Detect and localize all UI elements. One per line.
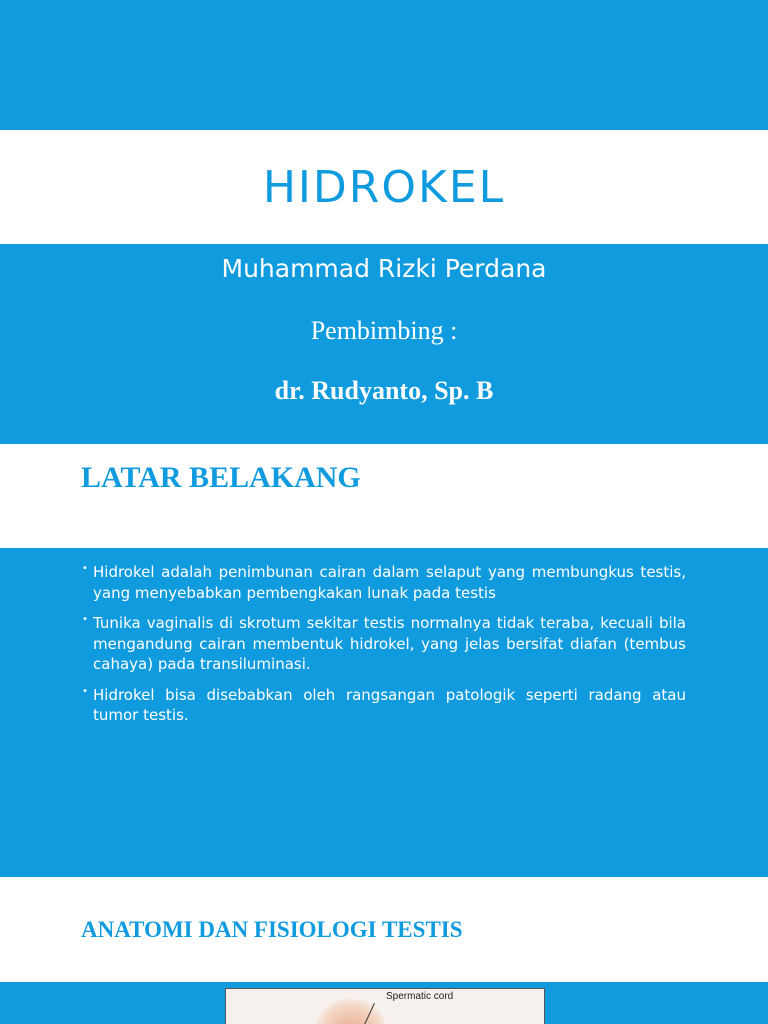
list-item (82, 562, 686, 603)
anatomi-heading: ANATOMI DAN FISIOLOGI TESTIS (81, 917, 463, 942)
author-band (0, 244, 768, 444)
bullet-list (82, 562, 686, 736)
spermatic-cord-label: Spermatic cord (386, 991, 454, 1002)
latar-belakang-heading: LATAR BELAKANG (81, 461, 361, 494)
advisor-name: dr. Rudyanto, Sp. B (274, 376, 494, 405)
anatomy-illustration (316, 999, 386, 1024)
bullet-icon: • (82, 614, 88, 625)
latar-belakang-content-band (0, 548, 768, 877)
advisor-label: Pembimbing : (310, 316, 458, 345)
anatomi-heading-band (0, 877, 768, 982)
bullet-icon: • (82, 563, 88, 574)
title-band (0, 130, 768, 244)
anatomi-content-band (0, 982, 768, 1024)
list-item (82, 613, 686, 675)
bullet-icon: • (82, 685, 88, 697)
list-item (82, 685, 686, 726)
latar-belakang-heading-band (0, 444, 768, 548)
bullet-text: Hidrokel adalah penimbunan cairan dalam selaput yang membungkus testis, yang menyebabkan pembengkakan lunak pada testis (93, 563, 686, 602)
bullet-text: Tunika vaginalis di skrotum sekitar testis normalnya tidak teraba, kecuali bila mengandung cairan membentuk hidrokel, yang jelas bersifat diafan (tembus cahaya) pada transiluminasi. (93, 614, 686, 673)
top-blue-band (0, 0, 768, 130)
bullet-text: Hidrokel bisa disebabkan oleh rangsangan patologik seperti radang atau tumor testis. (93, 685, 686, 724)
slide-title: HIDROKEL (262, 162, 506, 213)
anatomy-diagram-image (225, 988, 545, 1024)
author-name: Muhammad Rizki Perdana (221, 254, 547, 283)
